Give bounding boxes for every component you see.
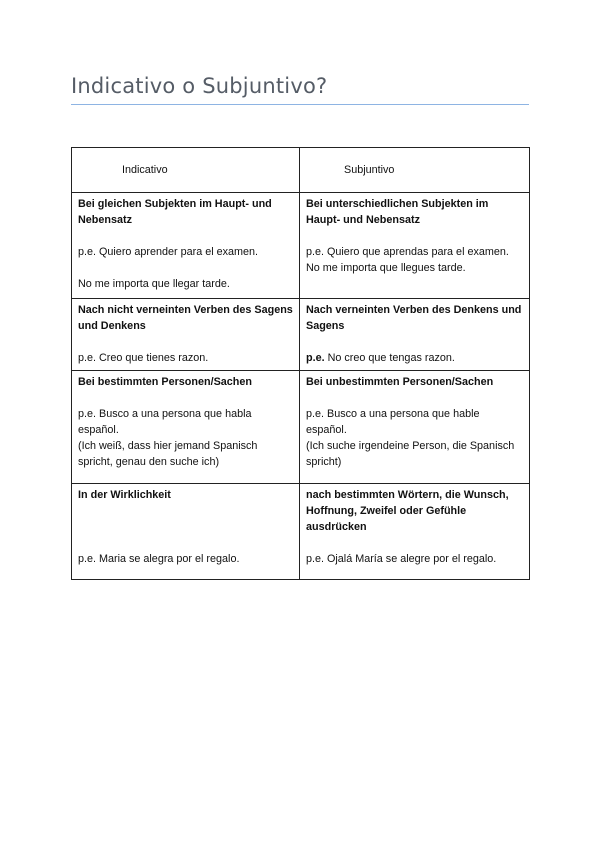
table-row xyxy=(72,299,530,371)
example-text: p.e. Busco a una persona que hable español. xyxy=(306,408,480,436)
example-text: p.e. Quiero aprender para el examen. xyxy=(78,246,259,258)
comparison-table xyxy=(71,147,530,580)
example-text: p.e. Maria se alegra por el regalo. xyxy=(78,553,240,565)
example-text: p.e. Creo que tienes razon. xyxy=(78,352,209,364)
example-text: p.e. Busco a una persona que habla español. xyxy=(78,408,252,436)
rule-text: Bei bestimmten Personen/Sachen xyxy=(78,376,253,388)
example-line xyxy=(306,350,523,366)
rule-text: Bei unbestimmten Personen/Sachen xyxy=(306,376,494,388)
table-header-row xyxy=(72,148,530,193)
table-cell xyxy=(72,371,300,484)
example-text: No creo que tengas razon. xyxy=(324,352,455,364)
header-subjuntivo: Subjuntivo xyxy=(300,148,530,193)
table-cell xyxy=(300,371,530,484)
rule-text: Bei gleichen Subjekten im Haupt- und Nebensatz xyxy=(78,198,272,226)
title-underline xyxy=(71,104,529,105)
table-row xyxy=(72,193,530,299)
rule-text: Nach verneinten Verben des Denkens und Sagens xyxy=(306,304,522,332)
table-cell xyxy=(72,484,300,580)
example-text: p.e. Quiero que aprendas para el examen. xyxy=(306,246,509,258)
rule-text: nach bestimmten Wörtern, die Wunsch, Hoffnung, Zweifel oder Gefühle ausdrücken xyxy=(306,489,509,533)
example-note: (Ich weiß, dass hier jemand Spanisch spricht, genau den suche ich) xyxy=(78,440,258,468)
rule-text: In der Wirklichkeit xyxy=(78,489,171,501)
table-cell xyxy=(72,299,300,371)
table-cell xyxy=(72,193,300,299)
example-text: p.e. Ojalá María se alegre por el regalo. xyxy=(306,553,497,565)
table-cell xyxy=(300,193,530,299)
page-title: Indicativo o Subjuntivo? xyxy=(71,74,328,98)
table-row xyxy=(72,484,530,580)
rule-text: Nach nicht verneinten Verben des Sagens und Denkens xyxy=(78,304,293,332)
example-text: No me importa que llegar tarde. xyxy=(78,278,230,290)
example-prefix: p.e. xyxy=(306,352,325,364)
example-text: No me importa que llegues tarde. xyxy=(306,262,466,274)
table-cell xyxy=(300,299,530,371)
example-note: (Ich suche irgendeine Person, die Spanisch spricht) xyxy=(306,440,515,468)
header-indicativo: Indicativo xyxy=(72,148,300,193)
rule-text: Bei unterschiedlichen Subjekten im Haupt- und Nebensatz xyxy=(306,198,489,226)
table-row xyxy=(72,371,530,484)
table-cell xyxy=(300,484,530,580)
